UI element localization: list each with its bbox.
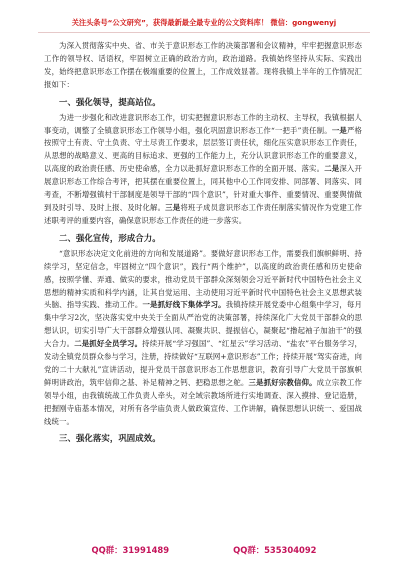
text-run: 严格按照守土有责、守土负责、守土尽责工作要求，层层签订责任状，细化压实意识形态工作责任，从思想的战略意义、更高的目标追求、更强的工作能力上，充分认识意识形态工作的重要意义，以高度的政治责任感、历史使命感，全力以赴抓好意识形态工作的全面开展、落实。: [44, 125, 363, 174]
header-banner: 关注头条号“公文研究”，获得最新最全最专业的公文资料库！ 微信：gongwenyj: [38, 14, 370, 33]
section-2-heading: 二、强化宣传，形成合力。: [59, 232, 161, 243]
section-2-paragraph: [44, 248, 362, 429]
text-run: 深入开展意识形态工作综合考评，把其摆在重要位置上，同其他中心工作同安排、同部署、同落实、同考查，不断增强镇村干部制度是领导干部的“四个意识”，针对重大事件、重要情况、重要舆情做到及时引导、及时上报、及时化解。: [44, 164, 362, 212]
text-run: 持续开展“学习强国”、“红星云”学习活动、“盐农”平台服务学习，发动全镇党员群众参与学习，注册，持续做好“互联网+意识形态”工作；持续开展“驾实奋进，向党的二十大献礼”宣讲活动，提升党员干部意识形态工作思想意识，教育引导广大党员干部旗帜鲜明讲政治，筑牢信仰之基、补足精神之钙、把稳思想之舵。: [44, 339, 363, 387]
emphasis-run: 三是: [165, 202, 181, 212]
qq-group-2: QQ群：535304092: [233, 545, 317, 555]
section-1-heading: 一、强化领导，提高站位。: [59, 96, 161, 107]
emphasis-run: 二是: [324, 164, 340, 174]
emphasis-run: 一是抓好线下集体学习。: [142, 300, 226, 310]
section-1-paragraph: [44, 112, 362, 228]
text-run: 我镇持续开展党委中心组集中学习，每月集中学习2次，坚决落实党中央关于全面从严治党的决策部署，持续深化广大党员干部群众的思想认识，切实引导广大干部群众增强认同、凝聚共识、提振信心，凝聚起“撸起袖子加油干”的强大合力。: [44, 300, 362, 349]
intro-paragraph: 为深入贯彻落实中央、省、市关于意识形态工作的决策部署和会议精神，牢牢把握意识形态工作的领导权、话语权，牢固树立正确的政治方向，政治道路。我镇始终坚持从实际、实践出发，始终把意识形态工作摆在极端重要的位置上，工作成效显著。现将我镇上半年的工作情况汇报如下：: [44, 41, 362, 89]
text-run: 将班子成员意识形态工作责任制落实情况作为党建工作述职考评的重要内容，确保意识形态工作责任的进一步落实。: [44, 202, 362, 225]
document-body: [44, 40, 362, 544]
text-run: “意识形态决定文化前进的方向和发展道路”。要做好意识形态工作，需要我们旗帜鲜明、持续学习，坚定信念，牢固树立“四个意识”，践行“两个维护”，以高度的政治责任感和历史使命感，按照学懂、弄通、做实的要求，推动党员干部群众深刻领会习近平新时代中国特色社会主义思想的精神实质和科学内涵，让其自觉运用、主动使用习近平新时代中国特色社会主义思想武装头脑、指导实践、推动工作。: [44, 248, 362, 310]
footer-bar: [0, 542, 408, 558]
text-run: 成立宗教工作领导小组，由我镇统战工作负责人牵头，对全域宗教场所进行实地调查、深入摸排、登记造册，把握刚寺庙基本情况，对所有各学庙负责人做政策宣传、工作讲解，确保思想认识统一、爱国战线统一。: [44, 377, 363, 426]
emphasis-run: 三是抓好宗教信仰。: [248, 377, 317, 387]
qq-group-1: QQ群：31991489: [91, 545, 170, 555]
section-3-heading: 三、强化落实，巩固成效。: [59, 433, 161, 444]
text-run: 为进一步强化和改进意识形态工作，切实把握意识形态工作的主动权、主导权，我镇根据人事变动，调整了全镇意识形态工作领导小组，强化巩固意识形态工作“一把手”责任制。: [44, 112, 362, 135]
emphasis-run: 一是: [331, 125, 347, 135]
emphasis-run: 二是抓好全员学习。: [74, 339, 143, 349]
